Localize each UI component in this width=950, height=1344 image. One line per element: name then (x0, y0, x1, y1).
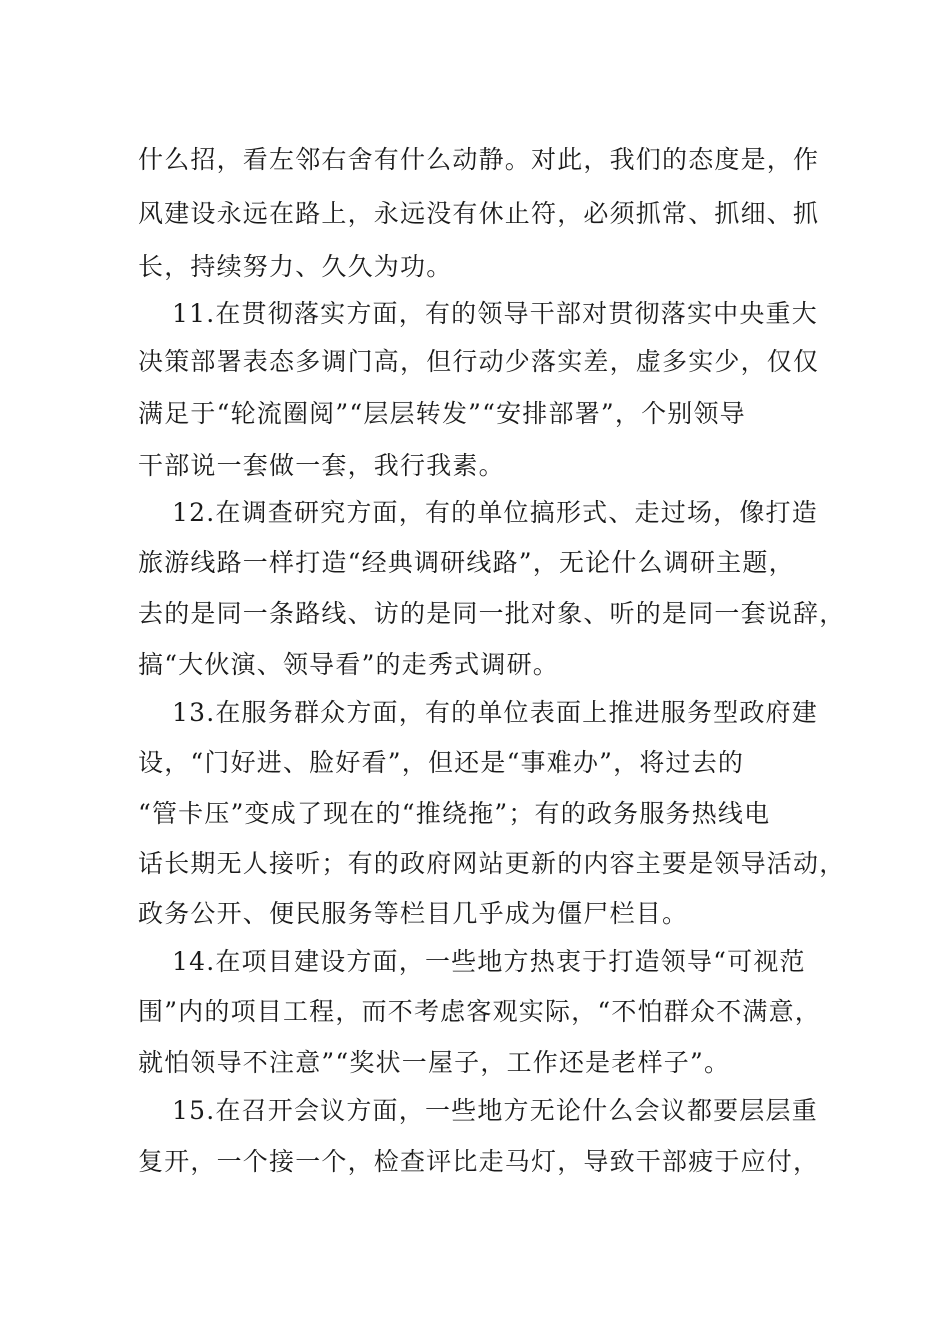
text-line: “管卡压”变成了现在的“推绕拖”；有的政务服务热线电 (138, 799, 771, 828)
text-line: 复开，一个接一个，检查评比走马灯，导致干部疲于应付， (138, 1147, 820, 1176)
paragraph-13-start: 13.在服务群众方面，有的单位表面上推进服务型政府建 (172, 698, 818, 727)
text-line: 长，持续努力、久久为功。 (138, 252, 453, 281)
text-line: 话长期无人接听；有的政府网站更新的内容主要是领导活动， (138, 849, 846, 878)
text-line: 就怕领导不注意”“奖状一屋子，工作还是老样子”。 (138, 1048, 731, 1077)
text-line: 搞“大伙演、领导看”的走秀式调研。 (138, 650, 559, 679)
text-line: 决策部署表态多调门高，但行动少落实差，虚多实少，仅仅 (138, 347, 820, 376)
text-line: 设，“门好进、脸好看”，但还是“事难办”，将过去的 (138, 748, 745, 777)
text-line: 旅游线路一样打造“经典调研线路”，无论什么调研主题， (138, 548, 795, 577)
text-line: 围”内的项目工程，而不考虑客观实际，“不怕群众不满意， (138, 997, 821, 1026)
text-line: 什么招，看左邻右舍有什么动静。对此，我们的态度是，作 (138, 145, 820, 174)
paragraph-12-start: 12.在调查研究方面，有的单位搞形式、走过场，像打造 (172, 498, 818, 527)
paragraph-15-start: 15.在召开会议方面，一些地方无论什么会议都要层层重 (172, 1096, 818, 1125)
paragraph-14-start: 14.在项目建设方面，一些地方热衷于打造领导“可视范 (172, 947, 806, 976)
text-line: 干部说一套做一套，我行我素。 (138, 451, 505, 480)
text-line: 政务公开、便民服务等栏目几乎成为僵尸栏目。 (138, 899, 689, 928)
text-line: 风建设永远在路上，永远没有休止符，必须抓常、抓细、抓 (138, 199, 820, 228)
text-line: 去的是同一条路线、访的是同一批对象、听的是同一套说辞， (138, 599, 846, 628)
text-line: 满足于“轮流圈阅”“层层转发”“安排部署”，个别领导 (138, 399, 746, 428)
paragraph-11-start: 11.在贯彻落实方面，有的领导干部对贯彻落实中央重大 (172, 299, 818, 328)
